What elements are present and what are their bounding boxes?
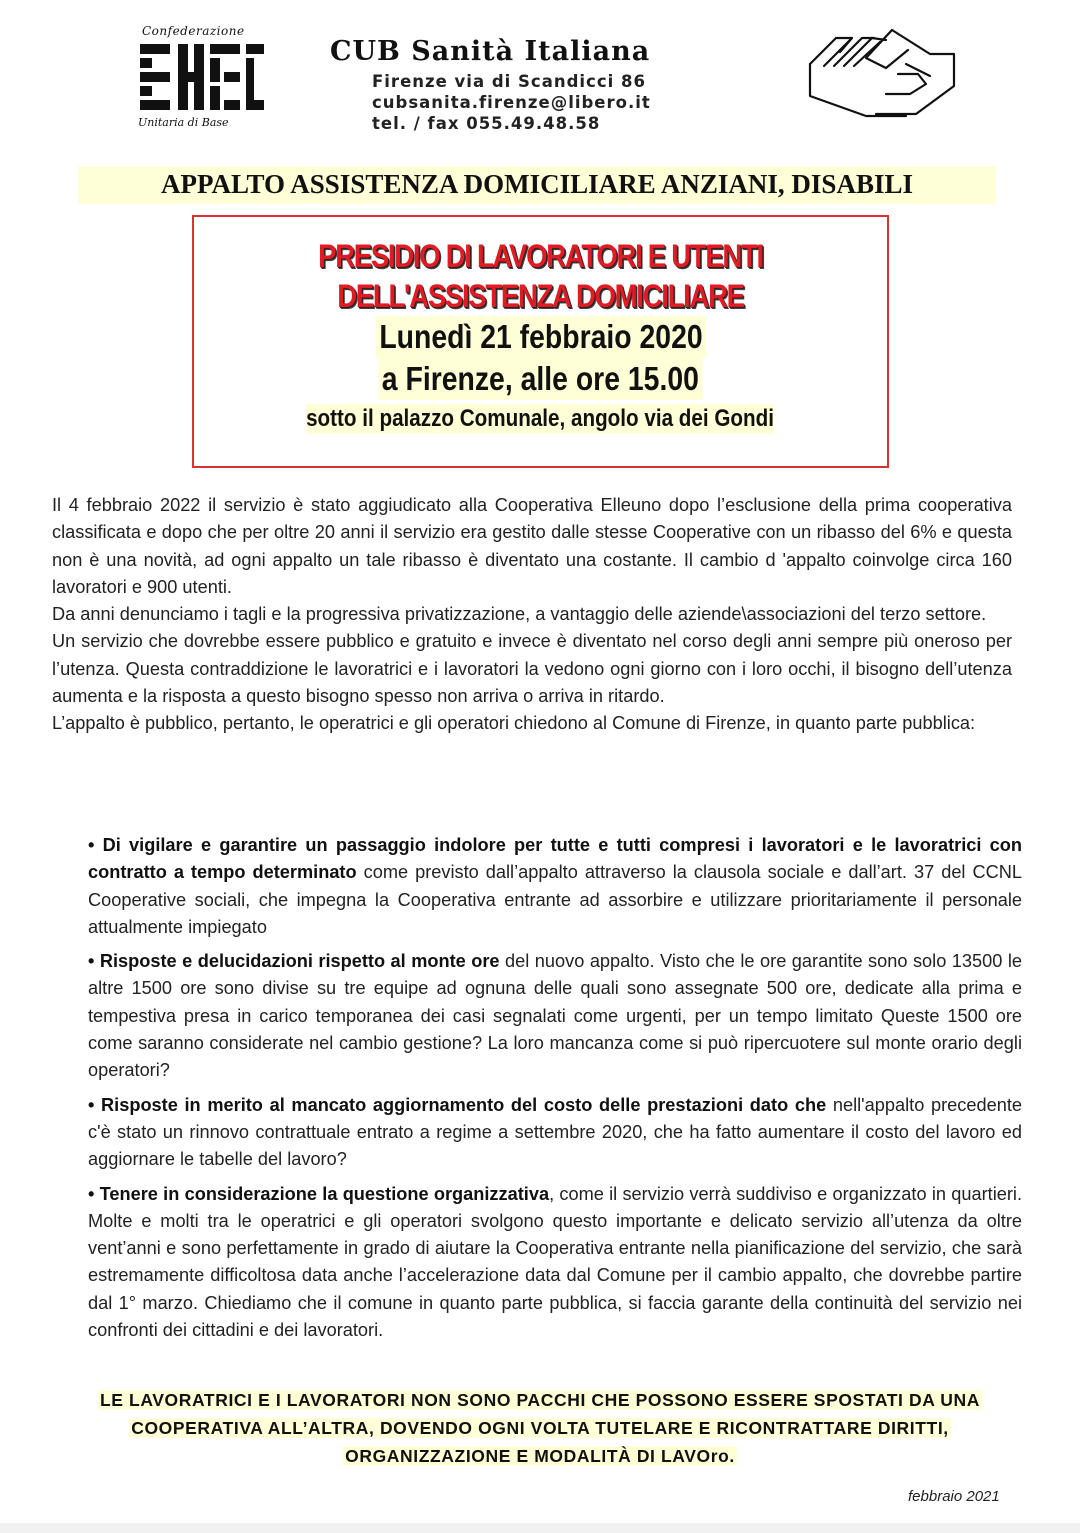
org-phone: tel. / fax 055.49.48.58 <box>372 114 601 133</box>
logo-bottom-text: Unitaria di Base <box>138 116 229 129</box>
demands-list <box>88 832 1022 1351</box>
org-email: cubsanita.firenze@libero.it <box>372 93 651 112</box>
org-info <box>330 36 790 134</box>
body-text <box>52 492 1012 738</box>
letterhead <box>0 0 1080 150</box>
closing-line2: COOPERATIVA ALL’ALTRA, DOVENDO OGNI VOLTA TUTELARE E RICONTRATTARE DIRITTI, <box>131 1418 949 1438</box>
paragraph: Il 4 febbraio 2022 il servizio è stato aggiudicato alla Cooperativa Elleuno dopo l’esclusione della prima cooperativa classificata e dopo che per oltre 20 anni il servizio era gestito dalle stesse Cooperative con un ribasso del 6% e questa non è una novità, ad ogni appalto un tale ribasso è diventato una costante. Il cambio d 'appalto coinvolge circa 160 lavoratori e 900 utenti. <box>52 495 1012 597</box>
list-item-text: come previsto dall’appalto attraverso la clausola sociale e dall’art. 37 del CCNL Cooperative sociali, che impegna la Cooperativa entrante ad assorbire e utilizzare prioritariamente il personale attualmente impiegato <box>88 862 1023 937</box>
list-item <box>88 1092 1022 1174</box>
event-title-line1: PRESIDIO DI LAVORATORI E UTENTI <box>318 238 763 274</box>
event-title-line2: DELL'ASSISTENZA DOMICILIARE <box>337 278 744 314</box>
page-bottom-strip <box>0 1523 1080 1533</box>
list-item-bold: • Tenere in considerazione la questione organizzativa <box>88 1183 550 1204</box>
org-name: CUB Sanità Italiana <box>330 36 651 67</box>
event-box <box>192 215 889 468</box>
cub-mark-icon <box>138 42 266 114</box>
closing-line3: ORGANIZZAZIONE E MODALITÀ DI LAVOro. <box>345 1446 735 1466</box>
paragraph: Da anni denunciamo i tagli e la progressiva privatizzazione, a vantaggio delle aziende\associazioni del terzo settore. <box>52 604 987 625</box>
org-address: Firenze via di Scandicci 86 <box>372 72 646 91</box>
paragraph: Un servizio che dovrebbe essere pubblico e gratuito e invece è diventato nel corso degli anni sempre più oneroso per l’utenza. Questa contraddizione le lavoratrici e i lavoratori la vedono ogni giorno con i loro occhi, il bisogno dell’utenza aumenta e la risposta a questo bisogno spesso non arriva o arriva in ritardo. <box>52 631 1012 707</box>
list-item-bold: • Di vigilare e garantire un passaggio indolore per tutte e tutti compresi i lavoratori e le lavoratrici con contratto a tempo determinato <box>88 835 1022 883</box>
list-item-text: , come il servizio verrà suddiviso e organizzato in quartieri. Molte e molti tra le operatrici e gli operatori svolgono questo importante e delicato servizio all’utenza da oltre vent’anni e sono perfettamente in grado di aiutare la Cooperativa entrante nella pianificazione del servizio, che sarà estremamente difficoltosa data anche l’accelerazione data dal Comune per il cambio appalto, che dovrebbe partire dal 1° marzo. Chiediamo che il comune in quanto parte pubblica, si faccia garante della continuità del servizio nei confronti dei cittadini e dei lavoratori. <box>88 1183 1022 1341</box>
headline-banner: APPALTO ASSISTENZA DOMICILIARE ANZIANI, DISABILI <box>78 166 996 204</box>
list-item <box>88 1181 1022 1345</box>
paragraph: L’appalto è pubblico, pertanto, le operatrici e gli operatori chiedono al Comune di Firenze, in quanto parte pubblica: <box>52 713 976 734</box>
list-item-text: del nuovo appalto. Visto che le ore garantite sono solo 13500 le altre 1500 ore sono divise su tre equipe ad ognuna delle quali sono assegnate 500 ore, dedicate alla prima e tempestiva presa in carico temporanea dei casi segnalati come urgenti, per un tempo limitato Queste 1500 ore come saranno considerate nel cambio gestione? La loro mancanza come si può ripercuotere sul monte orario degli operatori? <box>88 951 1023 1081</box>
list-item <box>88 948 1022 1084</box>
list-item-bold: • Risposte e delucidazioni rispetto al monte ore <box>88 951 500 972</box>
handshake-icon <box>806 24 958 120</box>
logo-top-text: Confederazione <box>142 24 245 38</box>
list-item <box>88 832 1022 941</box>
event-place: sotto il palazzo Comunale, angolo via dei Gondi <box>306 405 775 432</box>
closing-line1: LE LAVORATRICI E I LAVORATORI NON SONO PACCHI CHE POSSONO ESSERE SPOSTATI DA UNA <box>100 1390 980 1410</box>
footer-date: febbraio 2021 <box>908 1488 1000 1505</box>
event-date: Lunedì 21 febbraio 2020 <box>375 316 705 358</box>
cub-logo <box>132 18 272 136</box>
list-item-bold: • Risposte in merito al mancato aggiornamento del costo delle prestazioni dato che <box>88 1094 827 1115</box>
list-item-text: nell'appalto precedente c'è stato un rinnovo contrattuale entrato a regime a settembre 2020, che ha fatto aumentare il costo del lavoro ed aggiornare le tabelle del lavoro? <box>88 1094 1022 1170</box>
closing-statement <box>60 1386 1020 1470</box>
event-time: a Firenze, alle ore 15.00 <box>379 358 703 400</box>
